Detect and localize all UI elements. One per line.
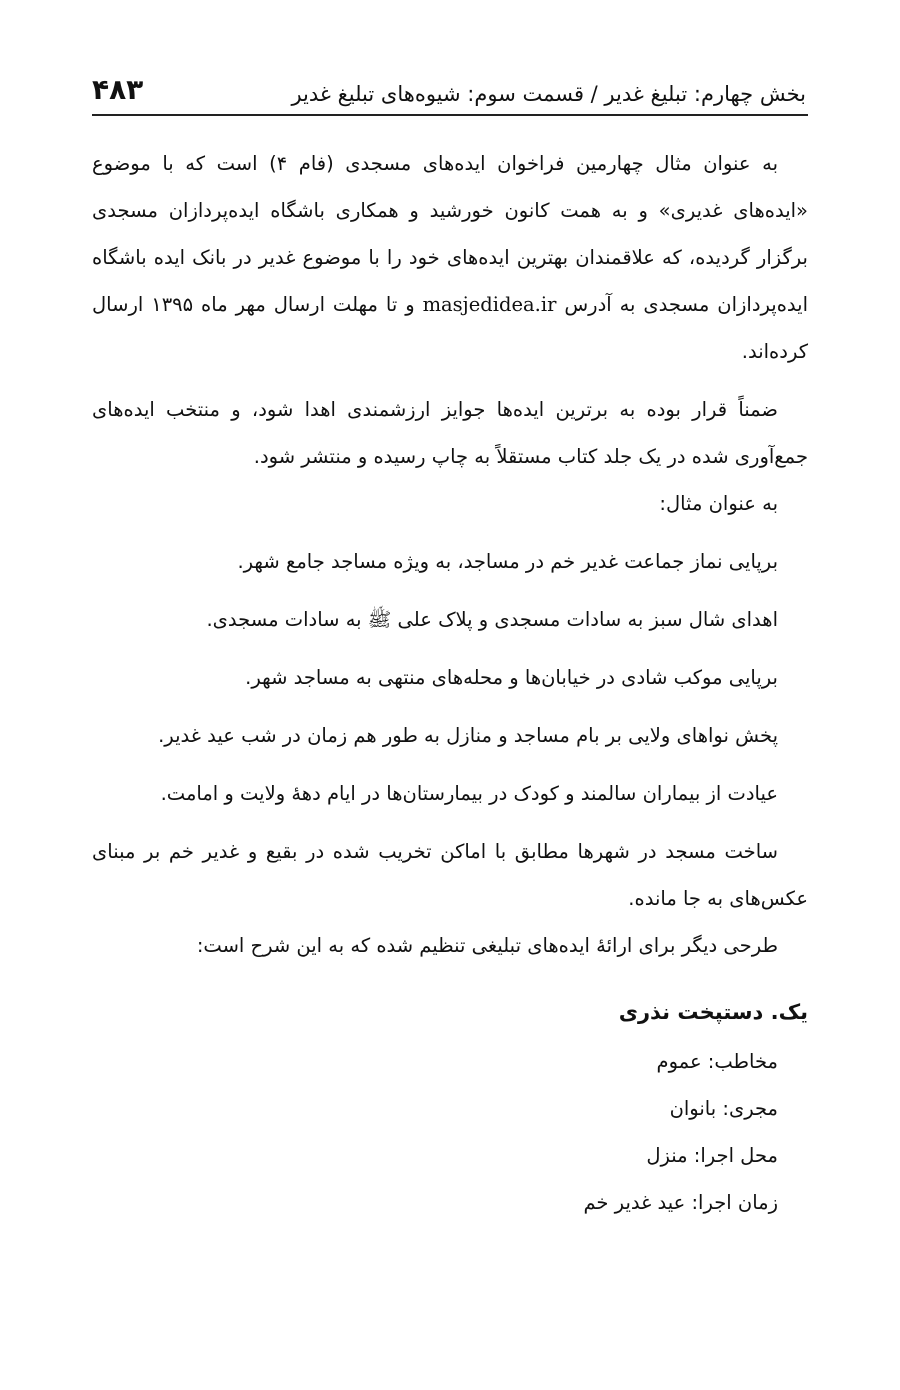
plan-intro: طرحی دیگر برای ارائهٔ ایده‌های تبلیغی تنظیم شده که به این شرح است: <box>196 934 778 957</box>
website-address: masjedidea.ir <box>422 293 557 316</box>
detail-time: زمان اجرا: عید غدیر خم <box>583 1191 778 1214</box>
example-item-last: ساخت مسجد در شهرها مطابق با اماکن تخریب شده در بقیع و غدیر خم بر مبنای عکس‌های به جا مانده. <box>92 840 808 910</box>
example-item: برپایی موکب شادی در خیابان‌ها و محله‌های منتهی به مساجد شهر. <box>245 666 778 689</box>
page-number: ۴۸۳ <box>92 73 144 106</box>
paragraph-prizes: ضمناً قرار بوده به برترین ایده‌ها جوایز ارزشمندی اهدا شود، و منتخب ایده‌های جمع‌آوری شده در یک جلد کتاب مستقلاً به چاپ رسیده و منتشر شود. <box>92 398 808 468</box>
page-body <box>92 140 808 1226</box>
detail-audience: مخاطب: عموم <box>656 1050 778 1073</box>
paragraph-fam-call-part2: و تا مهلت ارسال مهر ماه ۱۳۹۵ ارسال کرده‌اند. <box>92 293 808 363</box>
example-item: پخش نواهای ولایی بر بام مساجد و منازل به طور هم زمان در شب عید غدیر. <box>158 724 778 747</box>
paragraph-fam-call-part1: به عنوان مثال چهارمین فراخوان ایده‌های مسجدی (فام ۴) است که با موضوع «ایده‌های غدیری» و به همت کانون خورشید و همکاری باشگاه ایده‌پردازان مسجدی برگزار گردیده، که علاقمندان بهترین ایده‌های خود را با موضوع غدیر در بانک ایده باشگاه ایده‌پردازان مسجدی به آدرس <box>92 152 809 316</box>
example-item: اهدای شال سبز به سادات مسجدی و پلاک علی ﷺ به سادات مسجدی. <box>206 608 778 631</box>
section-heading: یک. دستپخت نذری <box>618 1000 808 1024</box>
detail-location: محل اجرا: منزل <box>646 1144 778 1167</box>
example-item: برپایی نماز جماعت غدیر خم در مساجد، به ویژه مساجد جامع شهر. <box>237 550 778 573</box>
running-title: بخش چهارم: تبلیغ غدیر / قسمت سوم: شیوه‌های تبلیغ غدیر <box>291 82 806 106</box>
examples-intro: به عنوان مثال: <box>659 492 778 515</box>
paragraph-fam-call <box>92 140 808 375</box>
page-header <box>92 62 808 116</box>
example-item: عیادت از بیماران سالمند و کودک در بیمارستان‌ها در ایام دههٔ ولایت و امامت. <box>160 782 778 805</box>
detail-performer: مجری: بانوان <box>669 1097 778 1120</box>
